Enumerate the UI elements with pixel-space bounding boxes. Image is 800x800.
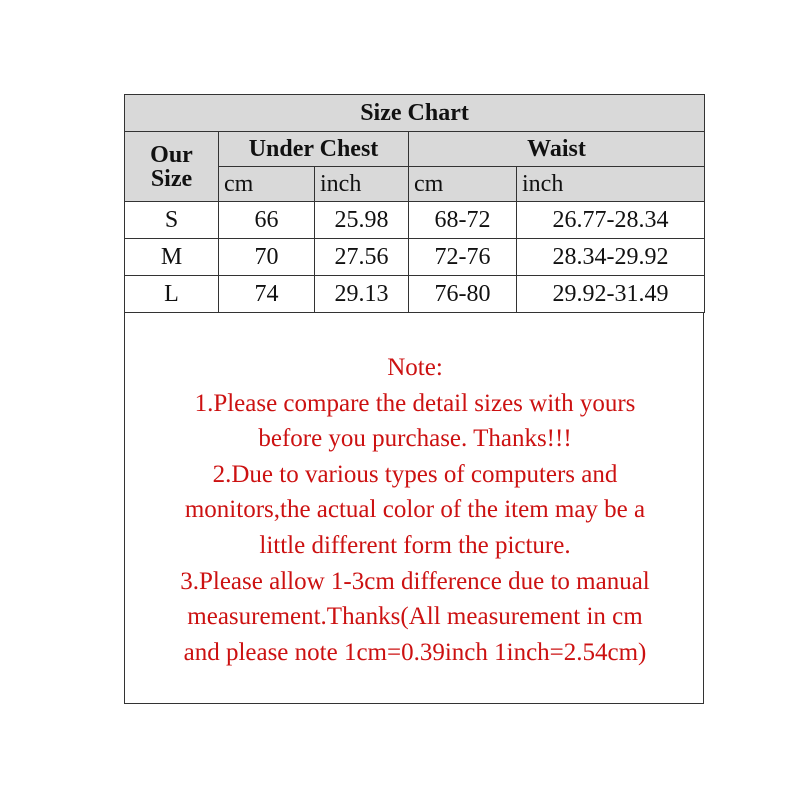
chart-title: Size Chart bbox=[125, 95, 705, 132]
waist-cm-cell: 68-72 bbox=[409, 202, 517, 239]
waist-header: Waist bbox=[409, 132, 705, 167]
waist-cm-cell: 76-80 bbox=[409, 276, 517, 313]
waist-inch-cell: 28.34-29.92 bbox=[517, 239, 705, 276]
unit-header: inch bbox=[517, 167, 705, 202]
note-line: 1.Please compare the detail sizes with yours bbox=[194, 389, 636, 417]
size-cell: L bbox=[125, 276, 219, 313]
chest-cm-cell: 70 bbox=[219, 239, 315, 276]
table-row bbox=[125, 239, 705, 276]
chest-cm-cell: 74 bbox=[219, 276, 315, 313]
note-line: and please note 1cm=0.39inch 1inch=2.54cm) bbox=[183, 638, 647, 666]
waist-cm-cell: 72-76 bbox=[409, 239, 517, 276]
size-chart-panel bbox=[124, 94, 704, 704]
chest-inch-cell: 29.13 bbox=[315, 276, 409, 313]
unit-header: cm bbox=[219, 167, 315, 202]
note-line: measurement.Thanks(All measurement in cm bbox=[187, 603, 643, 631]
unit-header: cm bbox=[409, 167, 517, 202]
note-line: 2.Due to various types of computers and bbox=[212, 460, 618, 488]
size-header-line2: Size bbox=[150, 165, 193, 192]
note-heading: Note: bbox=[387, 354, 443, 381]
table-row bbox=[125, 202, 705, 239]
waist-inch-cell: 26.77-28.34 bbox=[517, 202, 705, 239]
under-chest-header: Under Chest bbox=[219, 132, 409, 167]
size-column-header bbox=[125, 132, 219, 202]
note-block bbox=[125, 350, 705, 670]
chest-inch-cell: 25.98 bbox=[315, 202, 409, 239]
waist-inch-cell: 29.92-31.49 bbox=[517, 276, 705, 313]
unit-header: inch bbox=[315, 167, 409, 202]
size-cell: S bbox=[125, 202, 219, 239]
note-line: 3.Please allow 1-3cm difference due to manual bbox=[180, 567, 650, 595]
table-row bbox=[125, 276, 705, 313]
chest-cm-cell: 66 bbox=[219, 202, 315, 239]
chest-inch-cell: 27.56 bbox=[315, 239, 409, 276]
size-header-line1: Our bbox=[150, 141, 193, 168]
note-line: little different form the picture. bbox=[259, 531, 571, 559]
size-cell: M bbox=[125, 239, 219, 276]
note-line: before you purchase. Thanks!!! bbox=[258, 425, 572, 453]
size-chart-table bbox=[124, 94, 705, 313]
note-line: monitors,the actual color of the item may be a bbox=[184, 496, 646, 524]
